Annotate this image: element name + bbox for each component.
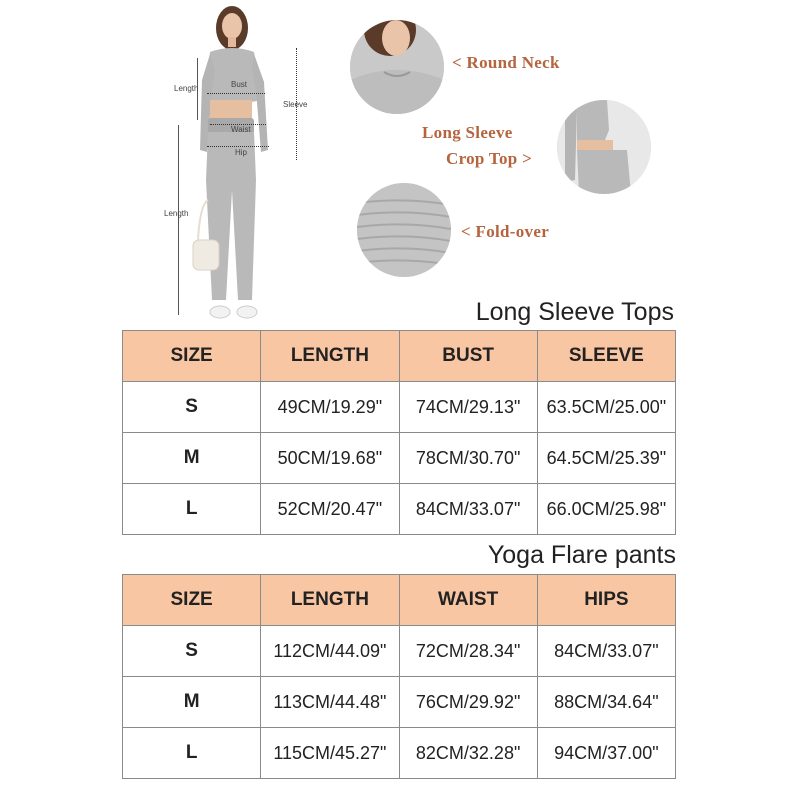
size-cell: L: [123, 484, 261, 535]
bust-cell: 78CM/30.70": [399, 433, 537, 484]
header-sleeve: SLEEVE: [537, 331, 675, 382]
sleeve-cell: 63.5CM/25.00": [537, 382, 675, 433]
size-cell: S: [123, 626, 261, 677]
long-sleeve-callout-line2: Crop Top >: [446, 149, 533, 168]
pants-length-guide: [178, 125, 179, 315]
size-cell: L: [123, 728, 261, 779]
header-length: LENGTH: [261, 575, 399, 626]
header-size: SIZE: [123, 575, 261, 626]
pants-title: Yoga Flare pants: [487, 541, 676, 569]
hips-cell: 84CM/33.07": [537, 626, 675, 677]
header-hips: HIPS: [537, 575, 675, 626]
header-bust: BUST: [399, 331, 537, 382]
header-length: LENGTH: [261, 331, 399, 382]
tops-size-table: [122, 330, 676, 535]
pants-size-table: [122, 574, 676, 779]
waist-cell: 82CM/32.28": [399, 728, 537, 779]
table-row: [123, 728, 676, 779]
table-header-row: [123, 575, 676, 626]
length-cell: 113CM/44.48": [261, 677, 399, 728]
bust-line: [207, 93, 265, 94]
sleeve-cell: 64.5CM/25.39": [537, 433, 675, 484]
length-cell: 52CM/20.47": [261, 484, 399, 535]
top-length-label: Length: [174, 84, 199, 93]
sleeve-label: Sleeve: [283, 100, 308, 109]
waist-cell: 76CM/29.92": [399, 677, 537, 728]
fold-over-callout: < Fold-over: [461, 222, 550, 241]
table-row: [123, 484, 676, 535]
header-waist: WAIST: [399, 575, 537, 626]
hips-cell: 88CM/34.64": [537, 677, 675, 728]
pants-length-label: Length: [164, 209, 189, 218]
table-row: [123, 382, 676, 433]
table-row: [123, 677, 676, 728]
tops-title: Long Sleeve Tops: [475, 298, 674, 326]
bust-cell: 74CM/29.13": [399, 382, 537, 433]
hips-cell: 94CM/37.00": [537, 728, 675, 779]
table-row: [123, 626, 676, 677]
length-cell: 49CM/19.29": [261, 382, 399, 433]
hip-label: Hip: [235, 148, 248, 157]
sleeve-cell: 66.0CM/25.98": [537, 484, 675, 535]
waist-cell: 72CM/28.34": [399, 626, 537, 677]
header-size: SIZE: [123, 331, 261, 382]
table-row: [123, 433, 676, 484]
waist-label: Waist: [231, 125, 251, 134]
length-cell: 115CM/45.27": [261, 728, 399, 779]
size-cell: M: [123, 677, 261, 728]
long-sleeve-detail-image: [557, 100, 651, 194]
table-header-row: [123, 331, 676, 382]
bust-cell: 84CM/33.07": [399, 484, 537, 535]
hip-line: [207, 146, 269, 147]
length-cell: 112CM/44.09": [261, 626, 399, 677]
long-sleeve-callout-line1: Long Sleeve: [422, 123, 513, 142]
length-cell: 50CM/19.68": [261, 433, 399, 484]
bust-label: Bust: [231, 80, 248, 89]
fold-over-detail-image: [357, 183, 451, 277]
size-cell: M: [123, 433, 261, 484]
round-neck-detail-image: [350, 20, 444, 114]
size-cell: S: [123, 382, 261, 433]
round-neck-callout: < Round Neck: [452, 53, 560, 72]
